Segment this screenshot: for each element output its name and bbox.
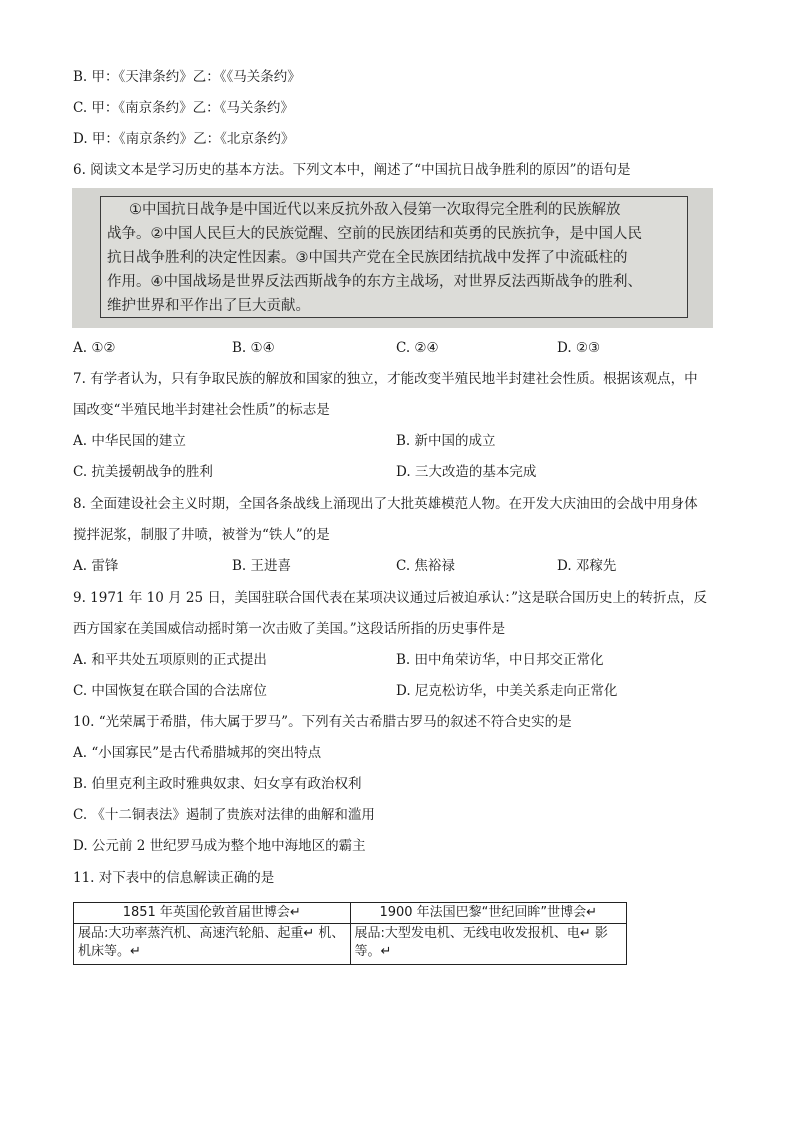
q10-option-b: B. 伯里克利主政时雅典奴隶、妇女享有政治权利: [73, 776, 362, 792]
q7-stem-line1: 7. 有学者认为，只有争取民族的解放和国家的独立，才能改变半殖民地半封建社会性质。根据该观点，中: [73, 371, 698, 387]
q6-stem: 6. 阅读文本是学习历史的基本方法。下列文本中，阐述了“中国抗日战争胜利的原因”的语句是: [73, 162, 631, 178]
q5-option-d: D. 甲：《南京条约》乙：《北京条约》: [73, 131, 295, 147]
q7-option-a: A. 中华民国的建立: [73, 433, 186, 449]
q5-option-b: B. 甲：《天津条约》乙：《《马关条约》: [73, 69, 301, 85]
excerpt-line: 作用。④中国战场是世界反法西斯战争的东方主战场，对世界反法西斯战争的胜利、: [107, 274, 642, 290]
q10-option-d: D. 公元前 2 世纪罗马成为整个地中海地区的霸主: [73, 838, 366, 854]
q7-option-d: D. 三大改造的基本完成: [396, 464, 537, 480]
q10-option-c: C. 《十二铜表法》遏制了贵族对法律的曲解和滥用: [73, 807, 375, 823]
table-cell-1900-exhibits: 展品:大型发电机、无线电收发报机、电↵ 影等。↵: [350, 924, 627, 965]
q8-option-b: B. 王进喜: [232, 558, 292, 574]
q6-option-b: B. ①④: [232, 340, 275, 356]
q8-option-d: D. 邓稼先: [557, 558, 617, 574]
q8-stem-line1: 8. 全面建设社会主义时期，全国各条战线上涌现出了大批英雄模范人物。在开发大庆油田的会战中用身体: [73, 496, 698, 512]
table-cell-1851-exhibits: 展品:大功率蒸汽机、高速汽轮船、起重↵ 机、机床等。↵: [74, 924, 351, 965]
q11-expo-table: [73, 902, 627, 965]
excerpt-line: 战争。②中国人民巨大的民族觉醒、空前的民族团结和英勇的民族抗争，是中国人民: [107, 226, 642, 242]
q6-option-d: D. ②③: [557, 340, 601, 356]
q10-stem: 10. “光荣属于希腊，伟大属于罗马”。下列有关古希腊古罗马的叙述不符合史实的是: [73, 714, 572, 730]
q9-option-a: A. 和平共处五项原则的正式提出: [73, 652, 267, 668]
table-row: [74, 924, 627, 965]
excerpt-line: 维护世界和平作出了巨大贡献。: [107, 298, 310, 314]
q9-option-b: B. 田中角荣访华，中日邦交正常化: [396, 652, 604, 668]
q6-excerpt-box: [100, 196, 688, 318]
excerpt-line: ①中国抗日战争是中国近代以来反抗外敌入侵第一次取得完全胜利的民族解放: [129, 202, 621, 218]
q9-option-d: D. 尼克松访华，中美关系走向正常化: [396, 683, 618, 699]
q6-option-c: C. ②④: [396, 340, 439, 356]
q11-stem: 11. 对下表中的信息解读正确的是: [73, 870, 275, 886]
q6-excerpt-image: [72, 188, 713, 328]
q7-option-c: C. 抗美援朝战争的胜利: [73, 464, 213, 480]
q7-stem-line2: 国改变“半殖民地半封建社会性质”的标志是: [73, 402, 330, 418]
q9-stem-line1: 9. 1971 年 10 月 25 日，美国驻联合国代表在某项决议通过后被迫承认：”这是联合国历史上的转折点，反: [73, 590, 707, 606]
q8-option-c: C. 焦裕禄: [396, 558, 455, 574]
q9-stem-line2: 西方国家在美国威信动摇时第一次击败了美国。”这段话所指的历史事件是: [73, 621, 506, 637]
q5-option-c: C. 甲：《南京条约》乙：《马关条约》: [73, 100, 294, 116]
excerpt-line: 抗日战争胜利的决定性因素。③中国共产党在全民族团结抗战中发挥了中流砥柱的: [107, 250, 628, 266]
q8-option-a: A. 雷锋: [73, 558, 119, 574]
q10-option-a: A. “小国寡民”是古代希腊城邦的突出特点: [73, 745, 322, 761]
table-header-1851: 1851 年英国伦敦首届世博会↵: [74, 903, 351, 924]
table-header-1900: 1900 年法国巴黎“世纪回眸”世博会↵: [350, 903, 627, 924]
q7-option-b: B. 新中国的成立: [396, 433, 496, 449]
q6-option-a: A. ①②: [73, 340, 116, 356]
table-row: [74, 903, 627, 924]
q9-option-c: C. 中国恢复在联合国的合法席位: [73, 683, 267, 699]
q8-stem-line2: 搅拌泥浆，制服了井喷，被誉为“铁人”的是: [73, 527, 330, 543]
